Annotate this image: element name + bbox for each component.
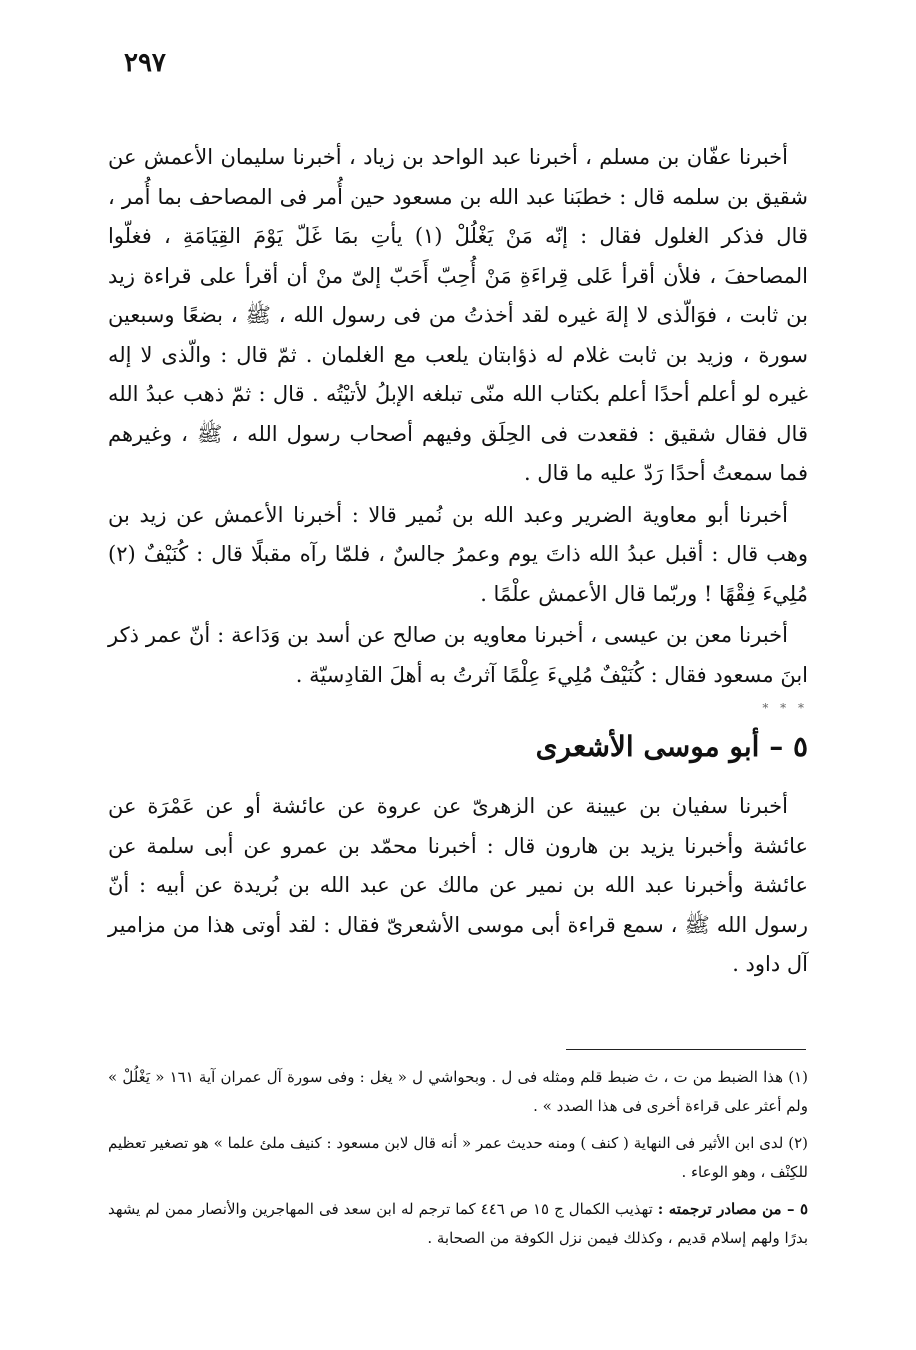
footnote-sources-text: تهذيب الكمال ج ١٥ ص ٤٤٦ كما ترجم له ابن سعد فى المهاجرين والأنصار ممن لم يشهد بدرًا ولهم إسلام قديم ، وكذلك فيمن نزل الكوفة من الصحابة . [108, 1200, 808, 1247]
footnotes [108, 1063, 808, 1261]
paragraph-2: أخبرنا أبو معاوية الضرير وعبد الله بن نُمير قالا : أخبرنا الأعمش عن زيد بن وهب قال : أقبل عبدُ الله ذاتَ يوم وعمرُ جالسٌ ، فلمّا رآه مقبلًا قال : كُنَيْفٌ (٢) مُلِيءَ فِقْهًا ! وربّما قال الأعمش علْمًا . [108, 502, 808, 606]
footnote-1: (١) هذا الضبط من ت ، ث ضبط قلم ومثله فى ل . وبحواشي ل « يغل : وفى سورة آل عمران آية ١٦١ « يَغْلُلْ » ولم أعثر على قراءة أخرى فى هذا الصدد » . [108, 1068, 808, 1115]
footnote-sources-label: ٥ – من مصادر ترجمته : [657, 1200, 808, 1218]
footnote-divider [566, 1049, 806, 1050]
footnote-sources [108, 1195, 808, 1253]
section-heading: ٥ – أبو موسى الأشعرى [535, 730, 808, 763]
page-number: ٢٩٧ [124, 48, 166, 78]
footnote-2: (٢) لدى ابن الأثير فى النهاية ( كنف ) ومنه حديث عمر « أنه قال لابن مسعود : كنيف ملئ علما » هو تصغير تعظيم للكِنْف ، وهو الوعاء . [108, 1134, 808, 1181]
paragraph-4: أخبرنا سفيان بن عيينة عن الزهرىّ عن عروة عن عائشة أو عن عَمْرَة عن عائشة وأخبرنا يزيد بن هارون قال : أخبرنا محمّد بن عمرو عن أبى سلمة عن عائشة وأخبرنا عبد الله بن نمير عن مالك عن عبد الله بن بُريدة عن أبيه : أنّ رسول الله ﷺ ، سمع قراءة أبى موسى الأشعرىّ فقال : لقد أوتى هذا من مزامير آل داود . [108, 794, 808, 976]
main-text [108, 138, 808, 991]
paragraph-1: أخبرنا عفّان بن مسلم ، أخبرنا عبد الواحد بن زياد ، أخبرنا سليمان الأعمش عن شقيق بن سلمه قال : خطبَنا عبد الله بن مسعود حين أُمر فى المصاحف بما أُمر ، قال فذكر الغلول فقال : إنّه مَنْ يَغْلُلْ (١) يأتِ بمَا غَلّ يَوْمَ القِيَامَةِ ، فغلّوا المصاحفَ ، فلأن أقرأ عَلى قِراءَةِ مَنْ أُحِبّ أَحَبّ إلىّ منْ أن أقرأ على قراءة زيد بن ثابت ، فوَالّذى لا إلهَ غيره لقد أخذتُ من فى رسول الله ، ﷺ ، بضعًا وسبعين سورة ، وزيد بن ثابت غلام له ذؤابتان يلعب مع الغلمان . ثمّ قال : والّذى لا إله غيره لو أعلم أحدًا أعلم بكتاب الله منّى تبلغه الإبلُ لأتيْتُه . قال : ثمّ ذهب عبدُ الله قال فقال شقيق : فقعدت فى الحِلَق وفيهم أصحاب رسول الله ، ﷺ ، وغيرهم فما سمعتُ أحدًا رَدّ عليه ما قال . [108, 145, 808, 485]
paragraph-3: أخبرنا معن بن عيسى ، أخبرنا معاويه بن صالح عن أسد بن وَدَاعة : أنّ عمر ذكر ابنَ مسعود فقال : كُنَيْفٌ مُلِيءَ عِلْمًا آثرتُ به أهلَ القادِسيّة . [108, 623, 808, 687]
section-separator: * * * [762, 701, 808, 715]
